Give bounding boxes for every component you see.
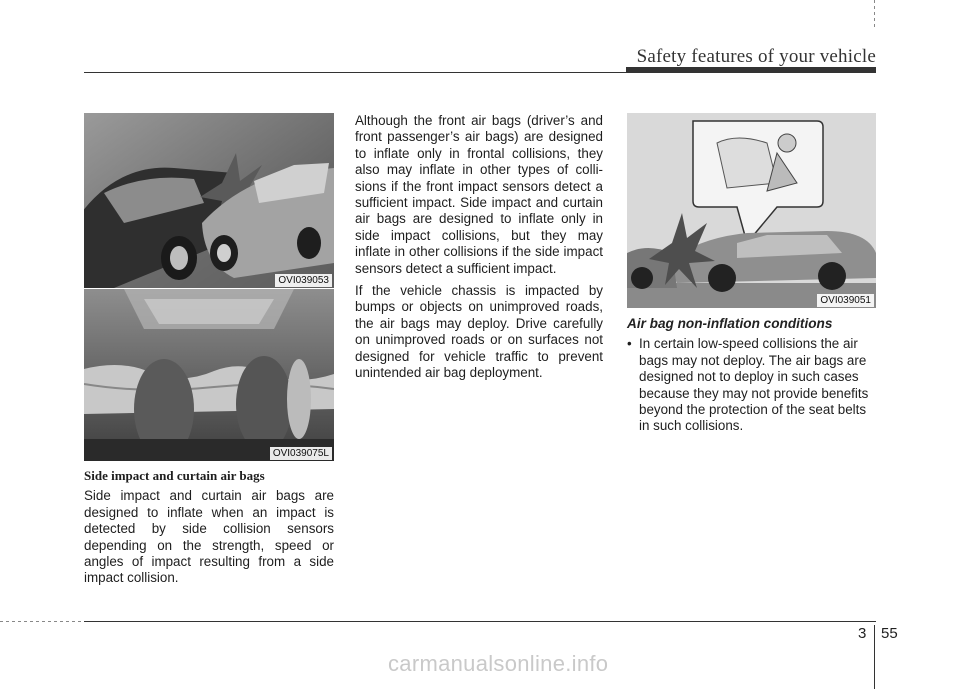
watermark-text: carmanualsonline.info (388, 651, 609, 676)
header-accent-bar (626, 67, 876, 73)
side-impact-driver-inset-illustration (627, 113, 876, 308)
front-crash-image (84, 113, 334, 288)
top-crop-mark (874, 0, 875, 30)
left-column-text (84, 468, 334, 593)
footer-dashed-rule (0, 621, 84, 622)
image-code-label: OVI039051 (817, 294, 874, 307)
curtain-airbag-interior-illustration (84, 289, 334, 461)
right-column-text (627, 316, 877, 435)
chassis-impact-paragraph: If the vehicle chassis is impacted by bumps or objects on unimproved roads, the air bags may deploy. Drive carefully on unimproved roads or on surfaces not designed for vehicle traffic to prevent unintended air bag deployment. (355, 283, 603, 381)
list-item (627, 336, 877, 434)
page-number-separator (874, 625, 875, 689)
side-impact-paragraph: Side impact and curtain air bags are designed to inflate when an impact is detected by side collision sensors depending on the strength, speed or angles of impact resulting from a side impact collision. (84, 488, 334, 586)
side-crash-image (627, 113, 876, 308)
low-speed-collision-text: In certain low-speed collisions the air bags may not deploy. The air bags are designed not to deploy in such cases because they may not provide benefits beyond the protection of the seat belts in such collisions. (639, 336, 869, 434)
footer-divider (84, 621, 876, 622)
front-airbag-paragraph: Although the front air bags (driver’s and front passenger’s air bags) are designed to inflate only in frontal collisions, they also may inflate in other types of colli-sions if the front impact sensors detect a sufficient impact. Side impact and curtain air bags are designed to inflate only in side impact collisions, but they may inflate in other collisions if the side impact sensors detect a sufficient impact. (355, 113, 603, 276)
image-code-label: OVI039053 (275, 274, 332, 287)
non-inflation-heading: Air bag non-inflation conditions (627, 316, 833, 331)
bullet-marker: • (627, 336, 632, 352)
curtain-airbag-image (84, 289, 334, 461)
two-cars-collision-illustration (84, 113, 334, 288)
section-title: Safety features of your vehicle (636, 46, 876, 67)
image-code-label: OVI039075L (270, 447, 332, 460)
side-impact-heading: Side impact and curtain air bags (84, 468, 265, 483)
page-number: 55 (881, 625, 898, 642)
middle-column-text (355, 113, 603, 388)
chapter-number: 3 (858, 625, 867, 642)
